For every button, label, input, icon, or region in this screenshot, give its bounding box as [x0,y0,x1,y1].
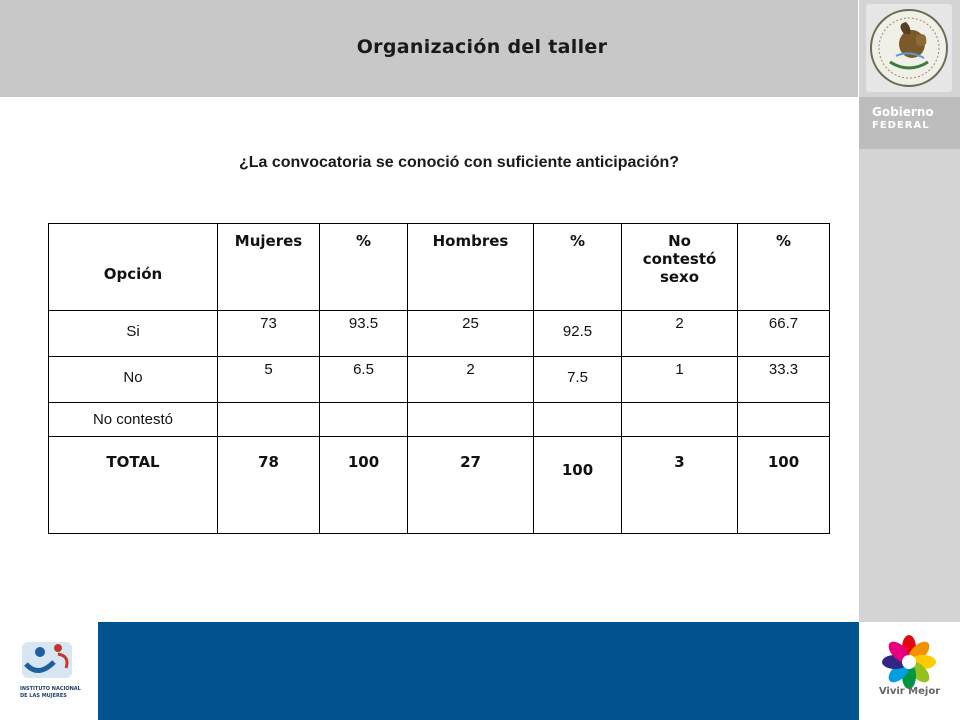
total-pct-no-contesto: 100 [738,437,830,534]
inmujeres-logo [18,634,82,710]
cell-mujeres: 73 [218,311,320,357]
cell-no-contesto: 2 [622,311,738,357]
cell-opcion: No [49,357,218,403]
table-total-row [49,437,830,534]
header-no-contesto-line3: sexo [659,268,700,286]
cell-mujeres [218,403,320,437]
inmujeres-icon [18,634,82,710]
cell-pct-mujeres [320,403,408,437]
total-pct-mujeres: 100 [320,437,408,534]
cell-pct-no-contesto: 33.3 [738,357,830,403]
cell-pct-hombres: 7.5 [534,357,622,403]
cell-opcion: No contestó [49,403,218,437]
cell-pct-no-contesto: 66.7 [738,311,830,357]
cell-no-contesto [622,403,738,437]
total-no-contesto: 3 [622,437,738,534]
cell-pct-hombres: 92.5 [534,311,622,357]
page-title: Organización del taller [356,36,608,58]
total-mujeres: 78 [218,437,320,534]
cell-hombres: 25 [408,311,534,357]
total-hombres: 27 [408,437,534,534]
gov-line2: FEDERAL [872,120,930,131]
table-header-row [49,224,830,311]
header-hombres: Hombres [408,224,534,311]
cell-hombres: 2 [408,357,534,403]
vivir-mejor-box [859,622,960,720]
gov-line1: Gobierno [872,105,934,119]
mexican-seal-logo [866,4,952,92]
cell-pct-mujeres: 93.5 [320,311,408,357]
header-mujeres: Mujeres [218,224,320,311]
table-row [49,357,830,403]
gobierno-federal-logo [872,106,952,132]
header-pct-mujeres: % [320,224,408,311]
header-pct-no-contesto: % [738,224,830,311]
cell-opcion: Si [49,311,218,357]
results-table [48,223,830,534]
cell-mujeres: 5 [218,357,320,403]
vivir-mejor-flower-icon [859,630,960,694]
eagle-seal-icon [866,4,952,92]
table-row [49,403,830,437]
header-no-contesto-line1: No [668,232,691,250]
header-no-contesto-line2: contestó [642,250,717,268]
survey-question: ¿La convocatoria se conoció con suficiente anticipación? [238,154,680,171]
total-pct-hombres: 100 [534,437,622,534]
header-opcion: Opción [49,224,218,311]
table-row [49,311,830,357]
inm-line2: DE LAS MUJERES [20,693,67,699]
cell-pct-mujeres: 6.5 [320,357,408,403]
vivir-mejor-label: Vivir Mejor [878,686,941,697]
header-no-contesto [622,224,738,311]
cell-pct-no-contesto [738,403,830,437]
cell-hombres [408,403,534,437]
inm-line1: INSTITUTO NACIONAL [20,686,81,692]
header-pct-hombres: % [534,224,622,311]
cell-pct-hombres [534,403,622,437]
total-label: TOTAL [49,437,218,534]
cell-no-contesto: 1 [622,357,738,403]
footer-band [98,622,859,720]
